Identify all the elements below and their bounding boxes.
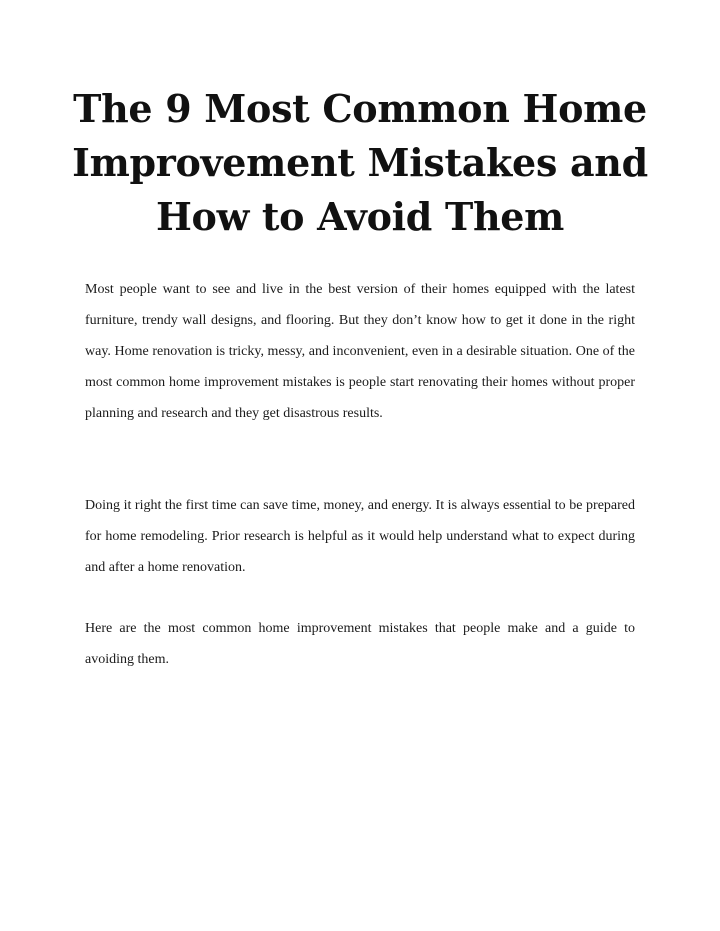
guide-intro-paragraph: Here are the most common home improvement mistakes that people make and a guide to avoiding them.: [85, 621, 635, 667]
intro-paragraph: Most people want to see and live in the best version of their homes equipped with the latest furniture, trendy wall designs, and flooring. But they don’t know how to get it done in the right way. Home renovation is tricky, messy, and inconvenient, even in a desirable situation. One of the most common home improvement mistakes is people start renovating their homes without proper planning and research and they get disastrous results.: [85, 282, 635, 421]
document-title: The 9 Most Common Home Improvement Mistakes and How to Avoid Them: [72, 86, 648, 239]
preparation-paragraph: Doing it right the first time can save time, money, and energy. It is always essential to be prepared for home remodeling. Prior research is helpful as it would help understand what to expect during and after a home renovation.: [85, 498, 635, 575]
